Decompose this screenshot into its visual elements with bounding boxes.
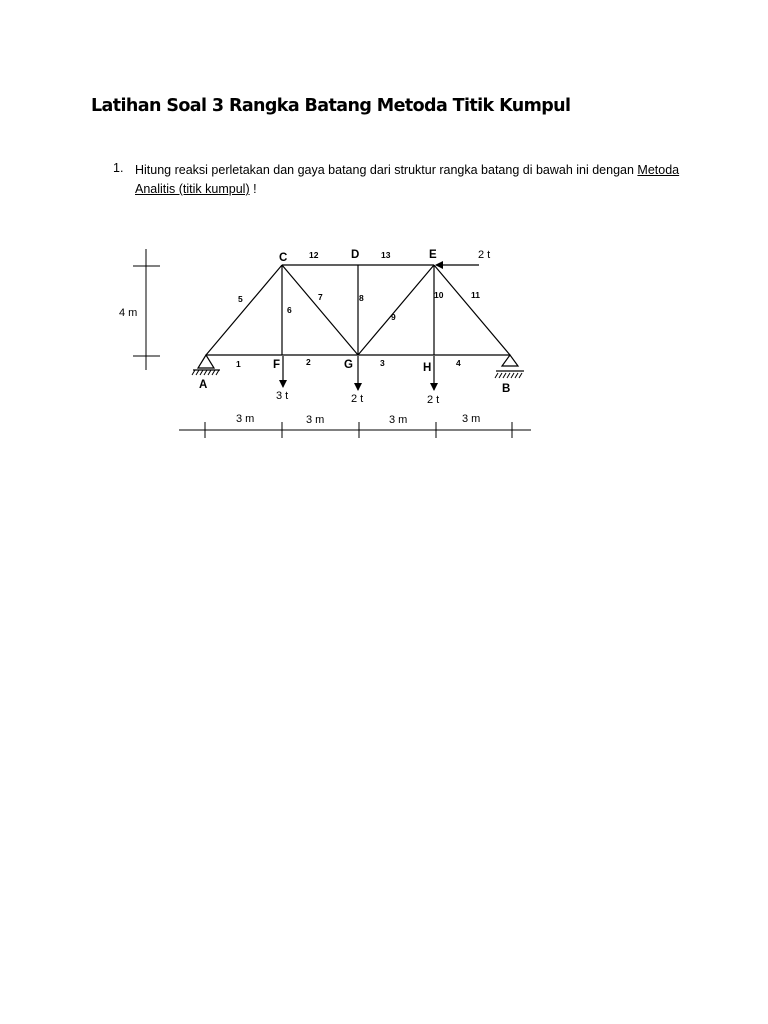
- member-label-7: 7: [318, 292, 323, 302]
- member-label-10: 10: [434, 290, 444, 300]
- member-label-2: 2: [306, 357, 311, 367]
- load-label-e: 2 t: [478, 249, 491, 261]
- page-title: Latihan Soal 3 Rangka Batang Metoda Titik Kumpul: [91, 96, 571, 116]
- member-diagonal-7: [282, 265, 358, 355]
- member-diagonal-9: [358, 265, 434, 355]
- member-label-13: 13: [381, 250, 391, 260]
- height-label: 4 m: [119, 307, 138, 319]
- node-label-g: G: [344, 359, 353, 371]
- member-label-1: 1: [236, 359, 241, 369]
- node-label-f: F: [273, 359, 281, 371]
- question-method-underlined: Metoda Analitis (titik kumpul): [135, 163, 680, 196]
- load-label-h: 2 t: [427, 394, 440, 406]
- member-label-9: 9: [391, 312, 396, 322]
- node-label-d: D: [351, 249, 360, 261]
- load-label-g: 2 t: [351, 393, 364, 405]
- member-label-4: 4: [456, 358, 461, 368]
- question-number: 1.: [113, 161, 124, 175]
- load-label-f: 3 t: [276, 390, 289, 402]
- member-label-8: 8: [359, 293, 364, 303]
- member-label-6: 6: [287, 305, 292, 315]
- node-label-e: E: [429, 249, 437, 261]
- member-diagonal-5: [206, 265, 282, 355]
- span-label-2: 3 m: [306, 414, 325, 426]
- member-diagonal-11: [434, 265, 510, 355]
- span-label-4: 3 m: [462, 413, 481, 425]
- node-label-b: B: [502, 383, 511, 395]
- member-label-5: 5: [238, 294, 243, 304]
- node-label-h: H: [423, 362, 432, 374]
- question-text-main: Hitung reaksi perletakan dan gaya batang dari struktur rangka batang di bawah ini dengan: [135, 163, 638, 177]
- node-label-c: C: [279, 252, 288, 264]
- support-a-icon: [192, 355, 220, 375]
- member-label-12: 12: [309, 250, 319, 260]
- question-text-end: !: [249, 182, 257, 196]
- node-label-a: A: [199, 379, 208, 391]
- span-label-1: 3 m: [236, 413, 255, 425]
- member-label-11: 11: [471, 290, 480, 300]
- span-label-3: 3 m: [389, 414, 408, 426]
- support-b-icon: [495, 355, 524, 378]
- member-label-3: 3: [380, 358, 385, 368]
